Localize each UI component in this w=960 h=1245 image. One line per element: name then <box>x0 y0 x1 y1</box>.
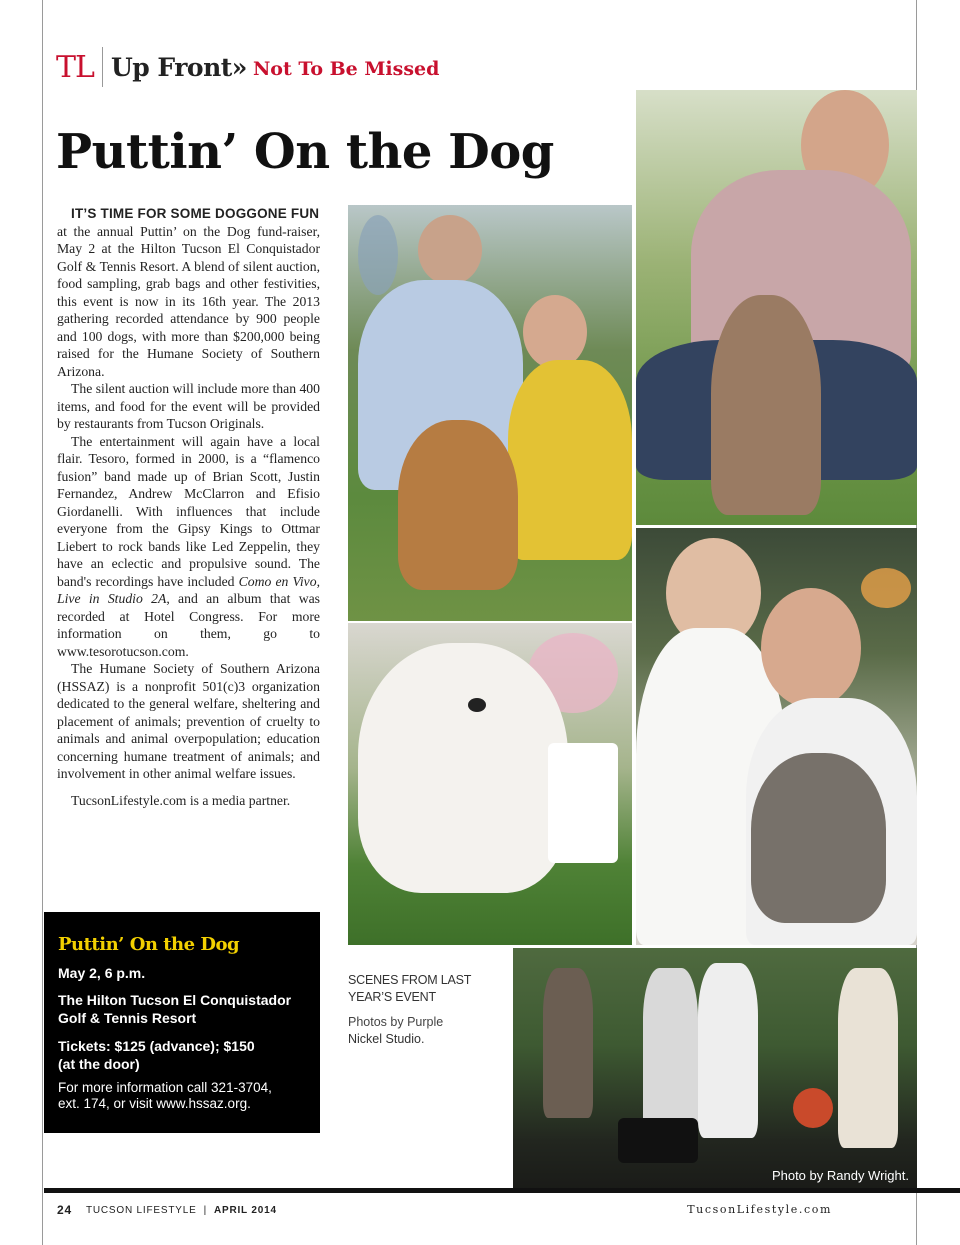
page-header <box>56 44 439 90</box>
caption-heading-line1: SCENES FROM LAST <box>348 973 472 987</box>
caption-heading-line2: YEAR’S EVENT <box>348 990 436 1004</box>
footer-left <box>57 1203 277 1217</box>
page-number: 24 <box>57 1203 72 1217</box>
woman-head-shape <box>523 295 587 369</box>
photo-caption <box>348 972 498 1048</box>
event-info-line1: For more information call 321-3704, <box>58 1080 272 1095</box>
musician-3-shape <box>698 963 758 1138</box>
album-title-2: Live in Studio 2A <box>57 591 167 606</box>
paragraph-3-text-b: , and an album that was recorded at Hotel Congress. For more information on them, go to www.tesorotucson.com. <box>57 591 320 659</box>
event-info-line2: ext. 174, or visit www.hssaz.org. <box>58 1096 251 1111</box>
article-body <box>57 205 320 809</box>
band-photo-credit: Photo by Randy Wright. <box>771 1168 909 1183</box>
lead-in: IT’S TIME FOR SOME DOGGONE FUN <box>71 206 320 221</box>
white-chair-shape <box>548 743 618 863</box>
paragraph-3-comma: , <box>316 573 320 589</box>
man-head-shape <box>418 215 482 285</box>
paragraph-3-text-a: The entertainment will again have a local flair. Tesoro, formed in 2000, is a “flamenco fusion” band made up of Brian Scott, Justin Fernandez, Andrew McClarron and Efisio Giordanelli. With influences that include everyone from the Gipsy Kings to Ottmar Liebert to rock bands like Led Zeppelin, they have an eclectic and propulsive sound. The band's recordings have included <box>57 433 320 589</box>
footer-separator: | <box>203 1204 207 1216</box>
woman-dress-shape <box>508 360 632 560</box>
photo-mother-son-dog <box>636 528 917 945</box>
paragraph-2: The silent auction will include more than 400 items, and food for the event will be provided by restaurants from Tucson Originals. <box>57 381 320 431</box>
greyhound-shape <box>711 295 821 515</box>
photo-white-dog <box>348 623 632 945</box>
album-title-1: Como en Vivo <box>238 573 317 589</box>
section-name: Up Front» <box>110 52 247 82</box>
musician-2-shape <box>643 968 698 1138</box>
event-info-box <box>44 912 320 1133</box>
event-date: May 2, 6 p.m. <box>58 965 146 981</box>
event-tickets-line2: (at the door) <box>58 1056 140 1072</box>
left-margin-rule <box>42 0 43 1245</box>
magazine-name: TUCSON LIFESTYLE <box>85 1204 197 1216</box>
paragraph-1: at the annual Puttin’ on the Dog fund-raiser, May 2 at the Hilton Tucson El Conquistador Golf & Tennis Resort. A blend of silent auction, food sampling, grab bags and other festivities, this event is now in its 16th year. The 2013 gathering recorded attendance by 900 people and 100 dogs, with more than $200,000 being raised for the Humane Society of Southern Arizona. <box>57 223 320 379</box>
white-dog-shape <box>358 643 568 893</box>
bokeh-light-shape <box>861 568 911 608</box>
photo-couple-with-dog <box>348 205 632 621</box>
paragraph-4: The Humane Society of Southern Arizona (HSSAZ) is a nonprofit 501(c)3 organization dedicated to the general welfare, sheltering and placement of animals; prevention of cruelty to animals and animal overpopulation; education concerning humane treatment of animals; and involvement in other animal welfare issues. <box>57 661 320 781</box>
musician-4-shape <box>838 968 898 1148</box>
issue-date: APRIL 2014 <box>213 1204 277 1216</box>
dog-nose-shape <box>468 698 486 712</box>
paragraph-3 <box>57 433 320 661</box>
caption-credit-line2: Nickel Studio. <box>348 1032 425 1046</box>
photo-man-with-greyhound <box>636 90 917 525</box>
footer-rule <box>44 1188 960 1193</box>
background-crowd-shape <box>358 215 398 295</box>
event-venue-line2: Golf & Tennis Resort <box>58 1010 197 1026</box>
event-info-title: Puttin’ On the Dog <box>58 934 240 955</box>
musician-1-shape <box>543 968 593 1118</box>
media-partner-note: TucsonLifestyle.com is a media partner. <box>71 792 291 808</box>
stage-monitor-shape <box>618 1118 698 1163</box>
small-dog-shape <box>751 753 886 923</box>
event-tickets-line1: Tickets: $125 (advance); $150 <box>58 1038 255 1054</box>
photo-band-performing <box>513 948 917 1189</box>
caption-credit-line1: Photos by Purple <box>348 1015 444 1029</box>
tl-logo: TL <box>56 49 94 85</box>
header-divider <box>102 47 103 87</box>
event-venue-line1: The Hilton Tucson El Conquistador <box>58 992 292 1008</box>
dog-shape <box>398 420 518 590</box>
footer-website: TucsonLifestyle.com <box>687 1203 832 1216</box>
woman-head-shape <box>761 588 861 708</box>
drum-shape <box>793 1088 833 1128</box>
article-title: Puttin’ On the Dog <box>56 124 554 180</box>
subsection-name: Not To Be Missed <box>252 58 440 80</box>
